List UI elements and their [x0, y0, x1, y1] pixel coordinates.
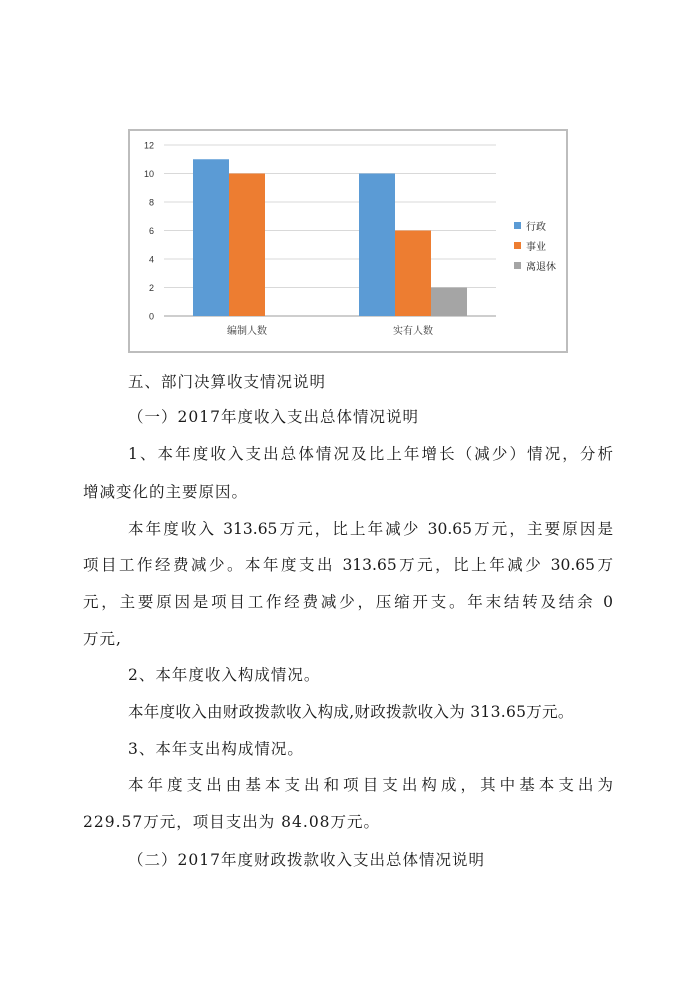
- y-tick-label-8: 8: [148, 197, 154, 208]
- bar-0-0: [193, 159, 229, 316]
- paragraph-2-line-2: 项目工作经费减少。本年度支出 313.65万元，比上年减少 30.65万: [83, 556, 613, 574]
- legend-label-retired: 离退休: [526, 261, 556, 273]
- paragraph-2-line-1: 本年度收入 313.65万元，比上年减少 30.65万元，主要原因是: [128, 520, 613, 538]
- paragraph-3: 2、本年度收入构成情况。: [128, 666, 321, 684]
- y-tick-label-0: 0: [148, 311, 154, 322]
- y-tick-label-2: 2: [148, 283, 154, 293]
- y-tick-label-10: 10: [143, 169, 154, 179]
- bar-1-1: [395, 231, 431, 317]
- legend-label-institution: 事业: [526, 241, 546, 253]
- paragraph-6-line-2: 229.57万元，项目支出为 84.08万元。: [83, 813, 381, 831]
- bar-1-0: [359, 174, 395, 317]
- bar-chart-svg: [130, 131, 566, 351]
- paragraph-6-line-1: 本年度支出由基本支出和项目支出构成，其中基本支出为: [128, 776, 613, 794]
- x-category-label-0: 编制人数: [227, 326, 267, 337]
- subsection-heading-1: （一）2017年度收入支出总体情况说明: [128, 408, 419, 426]
- paragraph-5: 3、本年支出构成情况。: [128, 740, 304, 758]
- chart-legend: [514, 215, 556, 275]
- y-tick-label-6: 6: [148, 226, 154, 236]
- y-tick-label-4: 4: [148, 254, 154, 265]
- section-heading-5: 五、部门决算收支情况说明: [128, 373, 327, 391]
- staff-chart: [128, 129, 568, 353]
- bar-1-2: [431, 288, 467, 317]
- paragraph-1-line-2: 增减变化的主要原因。: [83, 483, 249, 501]
- subsection-heading-2: （二）2017年度财政拨款收入支出总体情况说明: [128, 851, 485, 869]
- legend-swatch-institution: [514, 242, 521, 249]
- legend-item-institution: [514, 235, 556, 255]
- legend-swatch-admin: [514, 222, 521, 229]
- paragraph-1-line-1: 1、本年度收入支出总体情况及比上年增长（减少）情况，分析: [128, 445, 613, 463]
- legend-item-admin: [514, 215, 556, 235]
- legend-item-retired: [514, 255, 556, 275]
- paragraph-2-line-4: 万元,: [83, 630, 122, 648]
- paragraph-4: 本年度收入由财政拨款收入构成,财政拨款收入为 313.65万元。: [128, 703, 574, 721]
- y-tick-label-12: 12: [143, 140, 154, 151]
- bar-0-1: [229, 174, 265, 317]
- paragraph-2-line-3: 元，主要原因是项目工作经费减少，压缩开支。年末结转及结余 0: [83, 593, 613, 611]
- legend-label-admin: 行政: [526, 221, 546, 233]
- x-category-label-1: 实有人数: [393, 326, 433, 337]
- legend-swatch-retired: [514, 262, 521, 269]
